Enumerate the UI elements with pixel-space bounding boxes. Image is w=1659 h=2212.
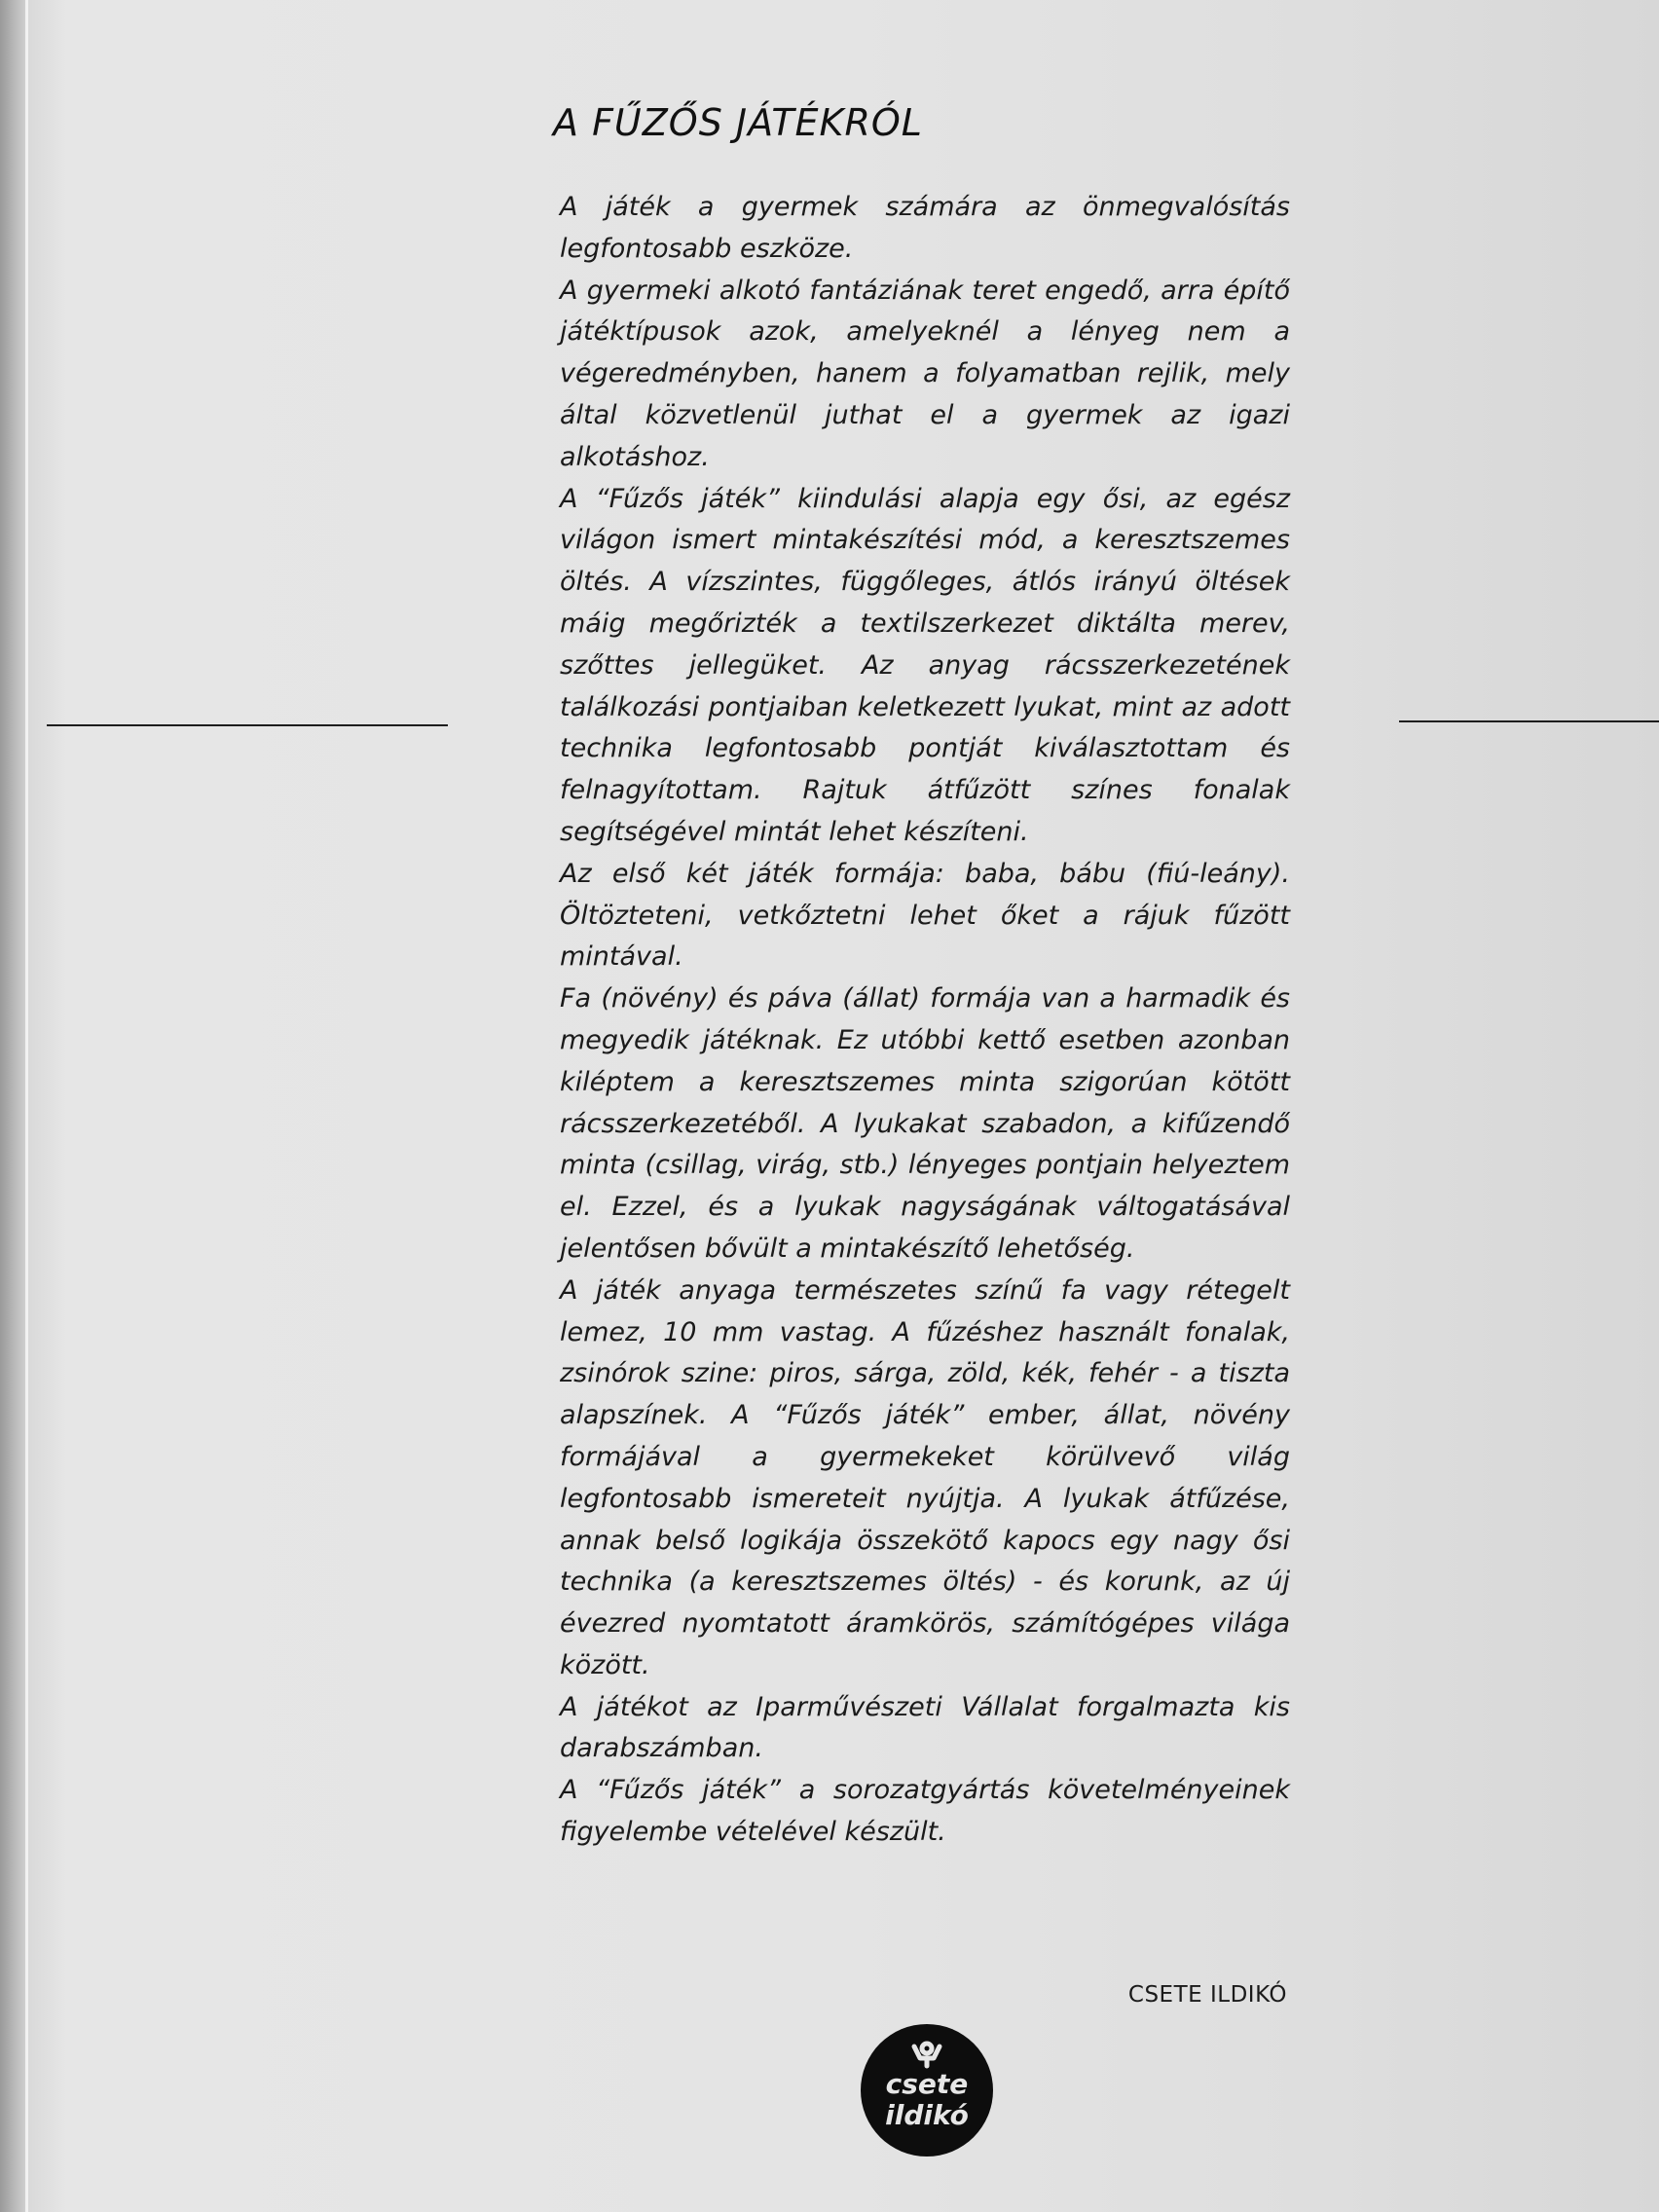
article-paragraph: A játék anyaga természetes színű fa vagy rétegelt lemez, 10 mm vastag. A fűzéshez használt fonalak, zsinórok szine: piros, sárga, zöld, kék, fehér - a tiszta alapszínek. A “Fűzős játék” ember, állat, növény formájával a gyermekeket körülvevő világ legfontosabb ismereteit nyújtja. A lyukak átfűzése, annak belső logikája összekötő kapocs egy nagy ősi technika (a keresztszemes öltés) - és korunk, az új évezred nyomtatott áramkörös, számítógépes világa között. [560,1274,1290,1680]
article-paragraph: Fa (növény) és páva (állat) formája van a harmadik és megyedik játéknak. Ez utóbbi kettő esetben azonban kiléptem a keresztszemes minta szigorúan kötött rácsszerkezetéből. A lyukakat szabadon, a kifűzendő minta (csillag, virág, stb.) lényeges pontjain helyeztem el. Ezzel, és a lyukak nagyságának váltogatásával jelentősen bővült a mintakészítő lehetőség. [560,983,1290,1264]
logo-text-bottom: ildikó [885,2099,969,2131]
page-edge [25,0,28,2212]
article-paragraph: A “Fűzős játék” a sorozatgyártás követelményeinek figyelembe vételével készült. [560,1775,1290,1848]
article-title: A FŰZŐS JÁTÉKRÓL [553,101,923,144]
article-paragraph: A játék a gyermek számára az önmegvalósítás legfontosabb eszköze. [560,192,1290,264]
article-paragraph: Az első két játék formája: baba, bábu (fiú-leány). Öltözteteni, vetkőztetni lehet őket a rájuk fűzött mintával. [560,858,1290,973]
author-signature: CSETE ILDIKÓ [1127,1982,1287,2008]
right-divider-rule [1399,720,1659,722]
article-paragraph: A gyermeki alkotó fantáziának teret engedő, arra építő játéktípusok azok, amelyeknél a lényeg nem a végeredményben, hanem a folyamatban rejlik, mely által közvetlenül juthat el a gyermek az igazi alkotáshoz. [560,275,1290,472]
author-logo-badge [860,2023,994,2157]
article-paragraph: A “Fűzős játék” kiindulási alapja egy ősi, az egész világon ismert mintakészítési mód, a keresztszemes öltés. A vízszintes, függőleges, átlós irányú öltések máig megőrizték a textilszerkezet diktálta merev, szőttes jellegüket. Az anyag rácsszerkezetének találkozási pontjaiban keletkezett lyukat, mint az adott technika legfontosabb pontját kiválasztottam és felnagyítottam. Rajtuk átfűzött színes fonalak segítségével mintát lehet készíteni. [560,483,1290,847]
left-divider-rule [47,724,448,726]
article-body [560,187,1290,1854]
article-paragraph: A játékot az Iparművészeti Vállalat forgalmazta kis darabszámban. [560,1691,1290,1764]
page-gutter [0,0,25,2212]
logo-text-top: csete [885,2068,969,2100]
